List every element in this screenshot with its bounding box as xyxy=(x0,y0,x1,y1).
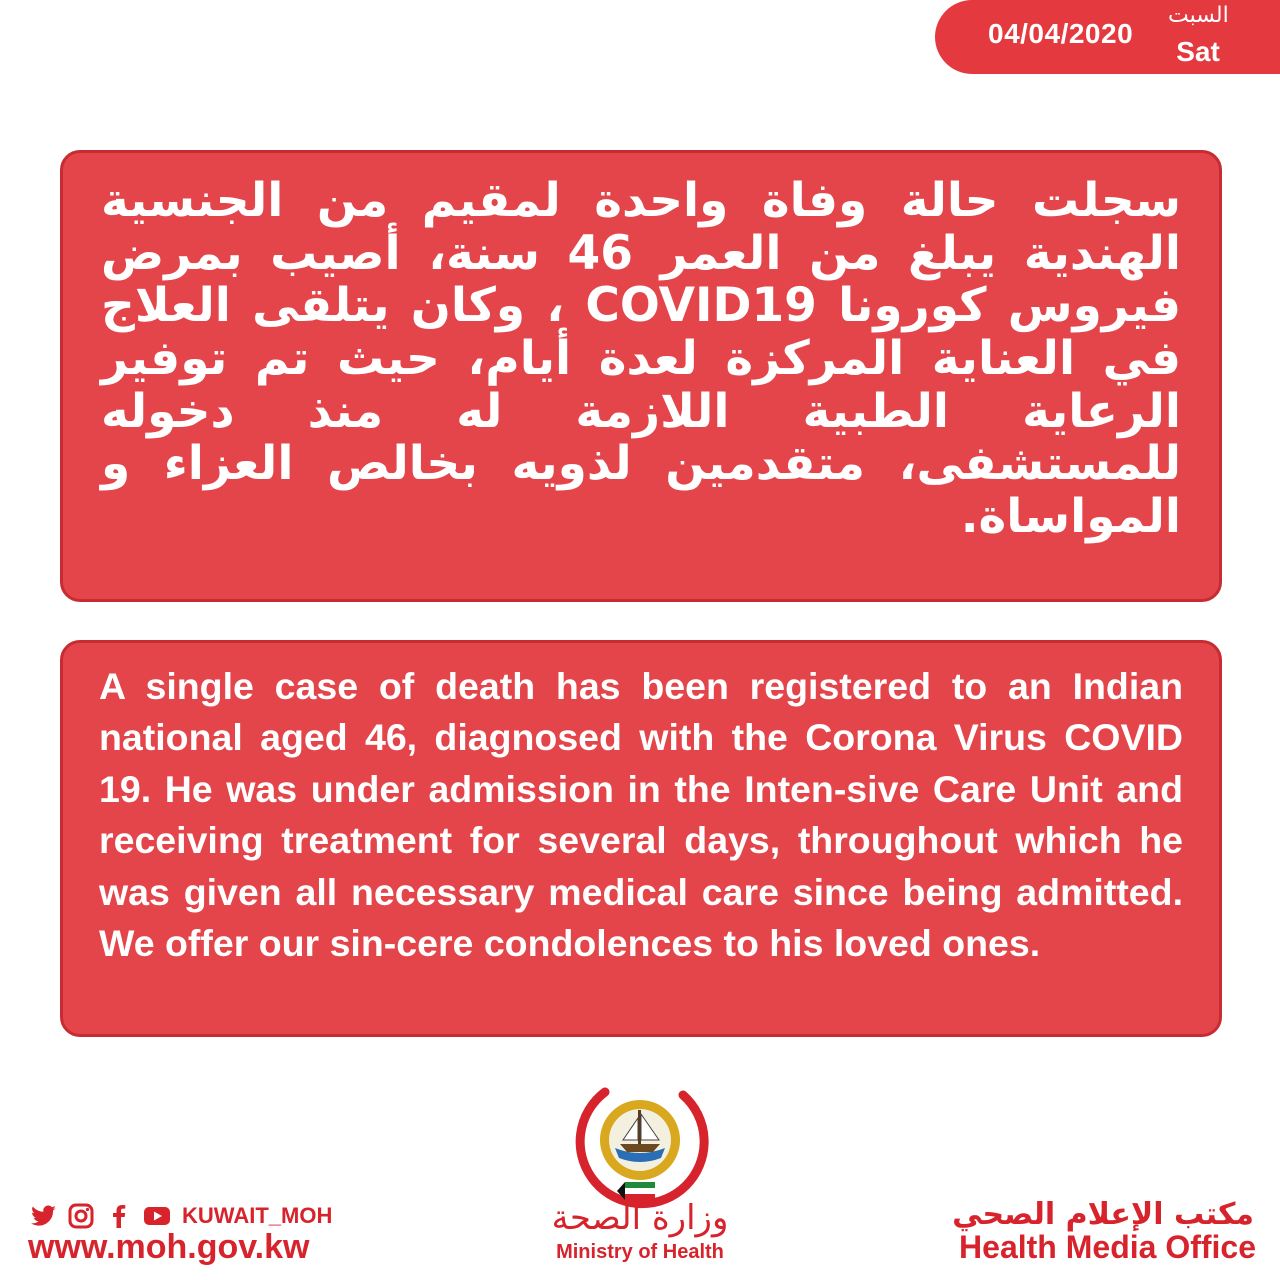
social-media-row xyxy=(28,1201,332,1231)
date-label: 04/04/2020 xyxy=(988,18,1134,49)
social-handle[interactable]: KUWAIT_MOH xyxy=(182,1203,333,1228)
website-link[interactable]: www.moh.gov.kw xyxy=(28,1228,310,1266)
instagram-icon[interactable] xyxy=(66,1201,96,1231)
english-announcement-text: A single case of death has been registered to an Indian national aged 46, diagnosed with the Corona Virus COVID 19. He was under admission in the Inten-sive Care Unit and receiving treatment for several days, throughout which he was given all necessary medical care since being admitted. We offer our sin-cere condolences to his loved ones. xyxy=(99,665,1183,964)
youtube-icon[interactable] xyxy=(142,1201,172,1231)
facebook-icon[interactable] xyxy=(104,1201,134,1231)
day-label-arabic: السبت xyxy=(1168,3,1229,28)
twitter-icon[interactable] xyxy=(28,1201,58,1231)
day-label-english: Sat xyxy=(1176,36,1220,67)
media-office-english: Health Media Office xyxy=(959,1229,1256,1265)
ministry-name-arabic: وزارة الصحة xyxy=(551,1198,729,1238)
arabic-announcement-card xyxy=(60,150,1222,602)
arabic-announcement-text: سجلت حالة وفاة واحدة لمقيم من الجنسية الهندية يبلغ من العمر 46 سنة، أصيب بمرض فيروس كورونا COVID19 ، وكان يتلقى العلاج في العناية المركزة لعدة أيام، حيث تم توفير الرعاية الطبية اللازمة له منذ دخوله للمستشفى، متقدمين لذويه بخالص العزاء و المواساة. xyxy=(101,173,1182,544)
media-office-arabic: مكتب الإعلام الصحي xyxy=(952,1197,1254,1232)
ministry-name-english: Ministry of Health xyxy=(556,1241,724,1263)
english-announcement-card xyxy=(60,640,1222,1037)
